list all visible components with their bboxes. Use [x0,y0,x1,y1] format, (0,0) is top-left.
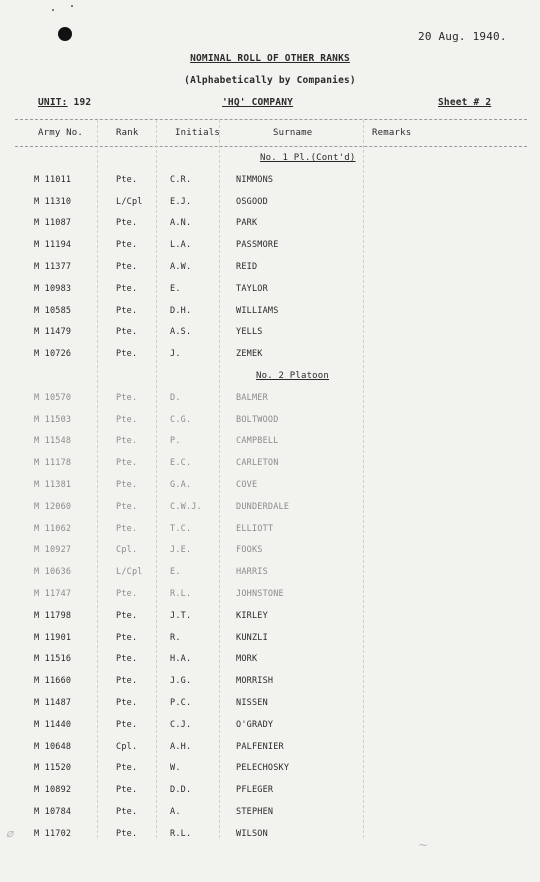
army-no-cell: M 10570 [34,393,72,403]
surname-cell: WILLIAMS [236,306,279,316]
army-no-cell: M 11516 [34,654,72,664]
rank-cell: Pte. [116,349,138,359]
rank-cell: Pte. [116,458,138,468]
army-no-cell: M 12060 [34,502,72,512]
surname-cell: OSGOOD [236,197,268,207]
sheet-number: Sheet # 2 [438,97,492,108]
army-no-cell: M 11702 [34,829,72,839]
initials-cell: E. [170,567,181,577]
rank-cell: Pte. [116,393,138,403]
rank-cell: Cpl. [116,742,138,752]
initials-cell: A. [170,807,181,817]
surname-cell: BOLTWOOD [236,415,279,425]
initials-cell: R.L. [170,589,192,599]
army-no-cell: M 11062 [34,524,72,534]
initials-cell: E.C. [170,458,192,468]
initials-cell: E.J. [170,197,192,207]
surname-cell: WILSON [236,829,268,839]
rank-cell: Pte. [116,480,138,490]
document-date: 20 Aug. 1940. [418,30,507,43]
initials-cell: A.N. [170,218,192,228]
initials-cell: D.D. [170,785,192,795]
rank-cell: Pte. [116,415,138,425]
army-no-cell: M 10726 [34,349,72,359]
surname-cell: JOHNSTONE [236,589,284,599]
army-no-cell: M 11194 [34,240,72,250]
surname-cell: NISSEN [236,698,268,708]
column-divider [219,120,220,838]
document-title: NOMINAL ROLL OF OTHER RANKS [190,53,350,64]
rank-cell: L/Cpl [116,567,143,577]
initials-cell: A.H. [170,742,192,752]
surname-cell: PFLEGER [236,785,274,795]
surname-cell: PARK [236,218,258,228]
surname-cell: PELECHOSKY [236,763,290,773]
rank-cell: Pte. [116,589,138,599]
initials-cell: P. [170,436,181,446]
surname-cell: REID [236,262,258,272]
surname-cell: HARRIS [236,567,268,577]
column-header-army-no: Army No. [38,128,83,138]
surname-cell: KIRLEY [236,611,268,621]
rank-cell: Pte. [116,633,138,643]
rank-cell: L/Cpl [116,197,143,207]
army-no-cell: M 11660 [34,676,72,686]
rank-cell: Pte. [116,763,138,773]
rank-cell: Pte. [116,676,138,686]
initials-cell: C.G. [170,415,192,425]
unit-info [38,97,91,108]
surname-cell: DUNDERDALE [236,502,290,512]
initials-cell: J.E. [170,545,192,555]
rank-cell: Pte. [116,807,138,817]
army-no-cell: M 10927 [34,545,72,555]
surname-cell: KUNZLI [236,633,268,643]
table-top-rule [15,119,527,120]
rank-cell: Cpl. [116,545,138,555]
rank-cell: Pte. [116,785,138,795]
initials-cell: C.J. [170,720,192,730]
margin-pencil-mark: ⌀ [6,826,14,840]
army-no-cell: M 11087 [34,218,72,228]
rank-cell: Pte. [116,436,138,446]
surname-cell: FOOKS [236,545,263,555]
paper-speck [52,9,54,11]
rank-cell: Pte. [116,829,138,839]
initials-cell: D.H. [170,306,192,316]
punch-hole-mark [58,27,72,41]
platoon-section-heading: No. 2 Platoon [256,371,330,381]
army-no-cell: M 11798 [34,611,72,621]
column-header-rank: Rank [116,128,139,138]
initials-cell: D. [170,393,181,403]
army-no-cell: M 10585 [34,306,72,316]
initials-cell: P.C. [170,698,192,708]
platoon-section-heading: No. 1 Pl.(Cont'd) [260,153,356,163]
document-subtitle: (Alphabetically by Companies) [184,75,356,86]
army-no-cell: M 10648 [34,742,72,752]
surname-cell: ELLIOTT [236,524,274,534]
initials-cell: A.W. [170,262,192,272]
rank-cell: Pte. [116,698,138,708]
rank-cell: Pte. [116,284,138,294]
initials-cell: J.G. [170,676,192,686]
rank-cell: Pte. [116,502,138,512]
rank-cell: Pte. [116,240,138,250]
unit-label: UNIT: [38,97,68,108]
company-name: 'HQ' COMPANY [222,97,294,108]
surname-cell: PASSMORE [236,240,279,250]
army-no-cell: M 11178 [34,458,72,468]
initials-cell: R.L. [170,829,192,839]
rank-cell: Pte. [116,327,138,337]
table-header-rule [15,146,527,147]
column-header-initials: Initials [175,128,220,138]
rank-cell: Pte. [116,654,138,664]
surname-cell: ZEMEK [236,349,263,359]
surname-cell: BALMER [236,393,268,403]
rank-cell: Pte. [116,720,138,730]
initials-cell: H.A. [170,654,192,664]
unit-number: 192 [73,97,92,108]
army-no-cell: M 11377 [34,262,72,272]
army-no-cell: M 11901 [34,633,72,643]
army-no-cell: M 11381 [34,480,72,490]
margin-pencil-mark: ~ [418,838,429,852]
column-header-surname: Surname [273,128,313,138]
army-no-cell: M 10636 [34,567,72,577]
army-no-cell: M 10892 [34,785,72,795]
initials-cell: A.S. [170,327,192,337]
rank-cell: Pte. [116,524,138,534]
surname-cell: MORRISH [236,676,274,686]
column-divider [156,120,157,838]
initials-cell: E. [170,284,181,294]
surname-cell: NIMMONS [236,175,274,185]
army-no-cell: M 11479 [34,327,72,337]
army-no-cell: M 11520 [34,763,72,773]
army-no-cell: M 10784 [34,807,72,817]
column-divider [363,120,364,838]
surname-cell: YELLS [236,327,263,337]
army-no-cell: M 11011 [34,175,72,185]
rank-cell: Pte. [116,218,138,228]
army-no-cell: M 11487 [34,698,72,708]
surname-cell: TAYLOR [236,284,268,294]
surname-cell: O'GRADY [236,720,274,730]
paper-speck [71,5,73,7]
initials-cell: C.W.J. [170,502,202,512]
army-no-cell: M 11747 [34,589,72,599]
surname-cell: CAMPBELL [236,436,279,446]
initials-cell: C.R. [170,175,192,185]
rank-cell: Pte. [116,175,138,185]
initials-cell: R. [170,633,181,643]
initials-cell: J. [170,349,181,359]
initials-cell: W. [170,763,181,773]
army-no-cell: M 11310 [34,197,72,207]
column-header-remarks: Remarks [372,128,412,138]
initials-cell: J.T. [170,611,192,621]
army-no-cell: M 11548 [34,436,72,446]
surname-cell: PALFENIER [236,742,284,752]
surname-cell: MORK [236,654,258,664]
rank-cell: Pte. [116,262,138,272]
surname-cell: CARLETON [236,458,279,468]
army-no-cell: M 11440 [34,720,72,730]
initials-cell: L.A. [170,240,192,250]
surname-cell: STEPHEN [236,807,274,817]
rank-cell: Pte. [116,306,138,316]
army-no-cell: M 11503 [34,415,72,425]
army-no-cell: M 10983 [34,284,72,294]
surname-cell: COVE [236,480,258,490]
column-divider [97,120,98,838]
initials-cell: T.C. [170,524,192,534]
rank-cell: Pte. [116,611,138,621]
initials-cell: G.A. [170,480,192,490]
